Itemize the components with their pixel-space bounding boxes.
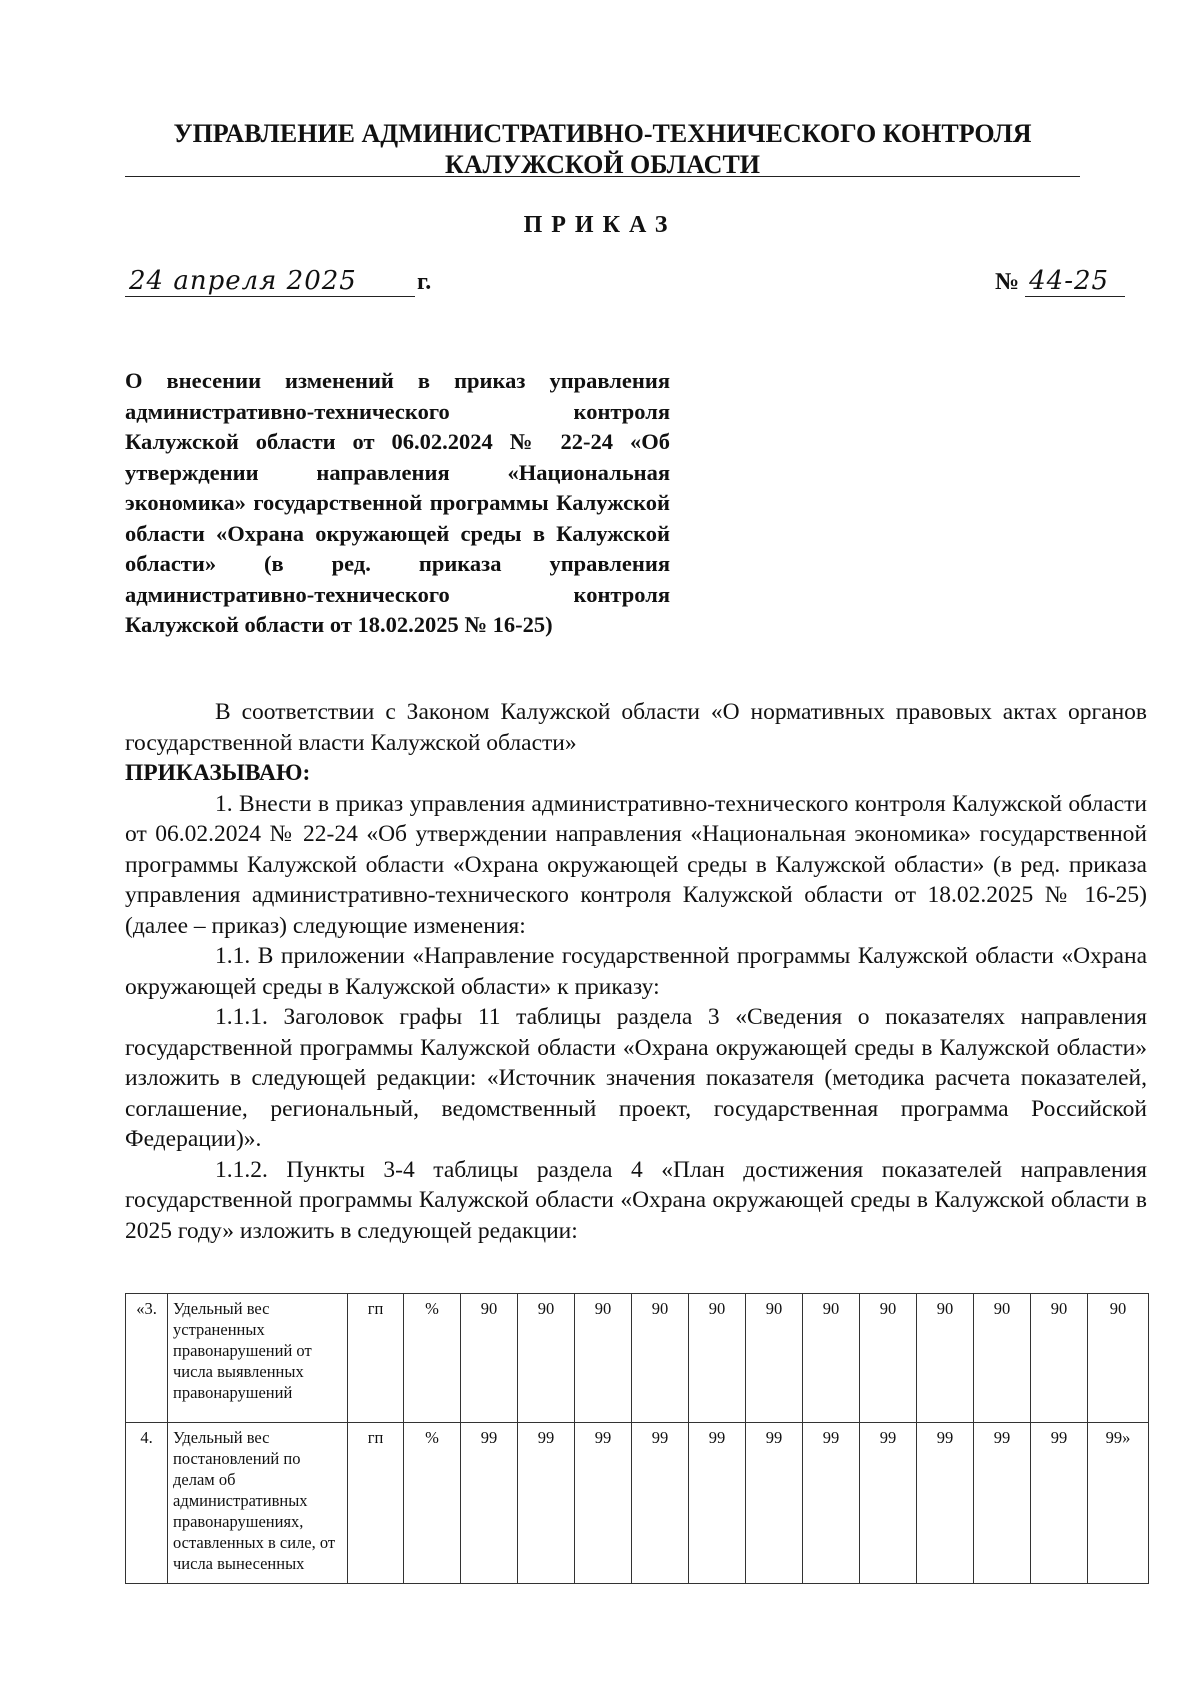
row-value: 90 <box>689 1294 746 1423</box>
row-value: 90 <box>746 1294 803 1423</box>
number-sign: № <box>995 269 1020 295</box>
row-value: 99 <box>917 1423 974 1584</box>
row-value: 90 <box>803 1294 860 1423</box>
paragraph-item-1: 1. Внести в приказ управления административно-технического контроля Калужской области от 06.02.2024 № 22-24 «Об утверждении направления «Национальная экономика» государственной программы Калужской области «Охрана окружающей среды в Калужской области» (в ред. приказа управления административно-технического контроля Калужской области от 18.02.2025 № 16-25) (далее – приказ) следующие изменения: <box>125 790 1147 939</box>
row-value: 90 <box>1031 1294 1088 1423</box>
order-number <box>995 266 1125 297</box>
row-value: 99 <box>518 1423 575 1584</box>
organization-title-line2: КАЛУЖСКОЙ ОБЛАСТИ <box>444 150 761 179</box>
order-body <box>125 697 1147 1246</box>
row-value: 90 <box>1088 1294 1149 1423</box>
row-value: 99 <box>461 1423 518 1584</box>
row-description: Удельный вес устраненных правонарушений от числа выявленных правонарушений <box>168 1294 348 1423</box>
row-level: гп <box>348 1423 404 1584</box>
row-unit: % <box>404 1294 461 1423</box>
organization-title-line1: УПРАВЛЕНИЕ АДМИНИСТРАТИВНО-ТЕХНИЧЕСКОГО КОНТРОЛЯ <box>173 119 1032 148</box>
row-value: 90 <box>518 1294 575 1423</box>
organization-title <box>125 118 1080 180</box>
table-row <box>126 1294 1149 1423</box>
row-unit: % <box>404 1423 461 1584</box>
handwritten-date: 24 апреля 2025 <box>125 266 415 297</box>
row-value: 99 <box>860 1423 917 1584</box>
row-number: 4. <box>126 1423 168 1584</box>
handwritten-number: 44-25 <box>1025 266 1125 297</box>
row-value: 90 <box>860 1294 917 1423</box>
row-value: 99 <box>746 1423 803 1584</box>
paragraph-item-1-1-2: 1.1.2. Пункты 3-4 таблицы раздела 4 «План достижения показателей направления государственной программы Калужской области «Охрана окружающей среды в Калужской области в 2025 году» изложить в следующей редакции: <box>125 1156 1147 1244</box>
row-value: 99 <box>974 1423 1031 1584</box>
order-heading: ПРИКАЗЫВАЮ: <box>125 760 311 786</box>
row-number: «3. <box>126 1294 168 1423</box>
row-value: 90 <box>632 1294 689 1423</box>
row-value: 99 <box>632 1423 689 1584</box>
document-type-title: ПРИКАЗ <box>523 212 677 238</box>
row-value: 90 <box>575 1294 632 1423</box>
table-row <box>126 1423 1149 1584</box>
row-value: 90 <box>461 1294 518 1423</box>
paragraph-basis: В соответствии с Законом Калужской области «О нормативных правовых актах органов государственной власти Калужской области» <box>125 699 1147 756</box>
indicators-table <box>125 1293 1149 1584</box>
order-subject: О внесении изменений в приказ управления административно-технического контроля Калужской области от 06.02.2024 № 22-24 «Об утверждении направления «Национальная экономика» государственной программы Калужской области «Охрана окружающей среды в Калужской области» (в ред. приказа управления административно-технического контроля Калужской области от 18.02.2025 № 16-25) <box>125 368 670 637</box>
paragraph-item-1-1: 1.1. В приложении «Направление государственной программы Калужской области «Охрана окружающей среды в Калужской области» к приказу: <box>125 943 1147 1000</box>
row-value: 99» <box>1088 1423 1149 1584</box>
row-value: 90 <box>974 1294 1031 1423</box>
row-value: 99 <box>575 1423 632 1584</box>
row-level: гп <box>348 1294 404 1423</box>
row-value: 99 <box>1031 1423 1088 1584</box>
row-value: 90 <box>917 1294 974 1423</box>
header-rule <box>125 176 1080 177</box>
row-value: 99 <box>689 1423 746 1584</box>
order-date <box>125 266 431 297</box>
row-description: Удельный вес постановлений по делам об административных правонарушениях, оставленных в силе, от числа вынесенных <box>168 1423 348 1584</box>
paragraph-item-1-1-1: 1.1.1. Заголовок графы 11 таблицы раздела 3 «Сведения о показателях направления государственной программы Калужской области «Охрана окружающей среды в Калужской области» изложить в следующей редакции: «Источник значения показателя (методика расчета показателей, соглашение, региональный, ведомственный проект, государственная программа Российской Федерации)». <box>125 1004 1147 1152</box>
date-suffix: г. <box>417 269 432 295</box>
row-value: 99 <box>803 1423 860 1584</box>
